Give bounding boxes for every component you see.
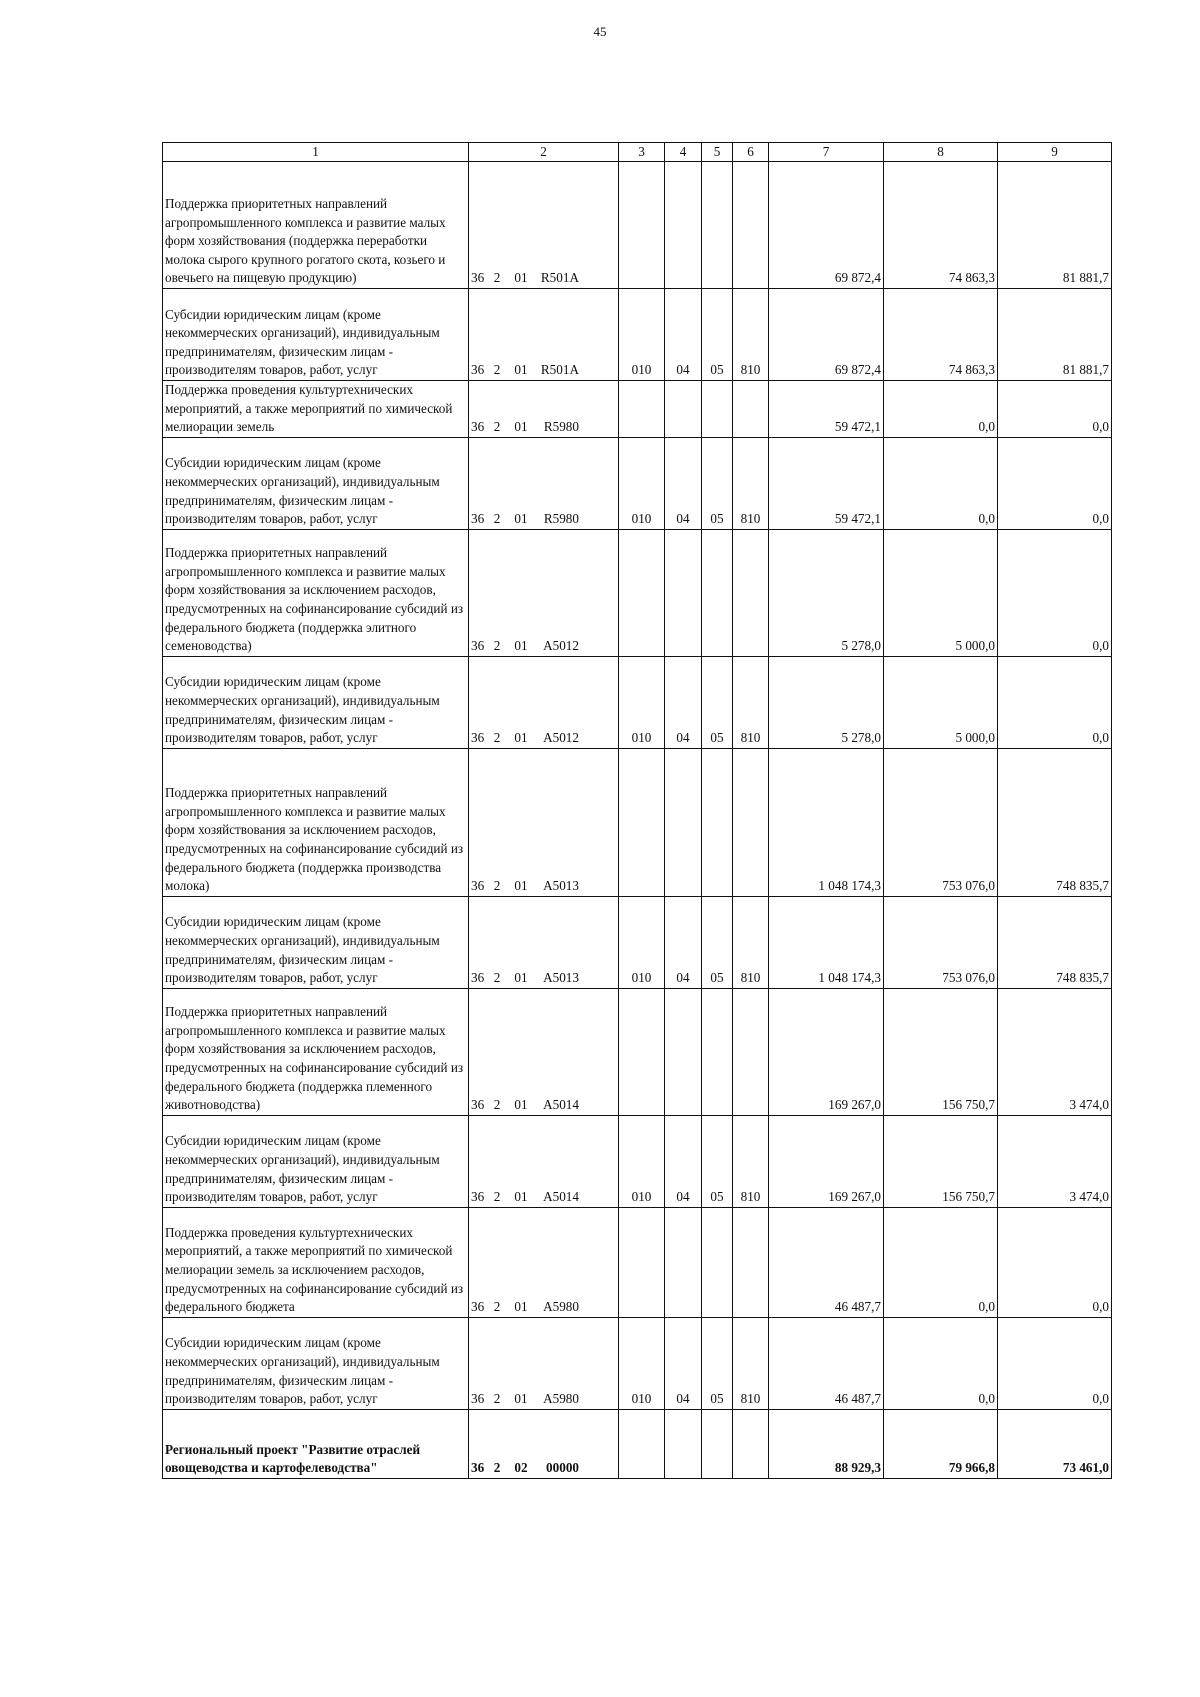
row-col-4: 04	[665, 437, 702, 529]
code-part-direction: R501A	[540, 362, 579, 378]
row-col-8: 156 750,7	[884, 988, 998, 1115]
row-name: Субсидии юридическим лицам (кроме некоммерческих организаций), индивидуальным предпринимателям, физическим лицам - производителям товаров, работ, услуг	[163, 289, 469, 381]
code-part-event: 01	[514, 419, 528, 435]
row-col-6: 810	[733, 896, 769, 988]
code-part-program: 36	[471, 1097, 485, 1113]
row-col-4	[665, 1409, 702, 1478]
code-part-program: 36	[471, 970, 485, 986]
row-col-6	[733, 1207, 769, 1317]
code-part-program: 36	[471, 270, 485, 286]
row-name: Поддержка приоритетных направлений агропромышленного комплекса и развитие малых форм хозяйствования за исключением расходов, предусмотренных на софинансирование субсидий из федерального бюджета (поддержка производства молока)	[163, 748, 469, 896]
table-row	[163, 896, 1112, 988]
row-col-9: 73 461,0	[998, 1409, 1112, 1478]
code-part-program: 36	[471, 362, 485, 378]
row-col-5	[702, 381, 733, 438]
table-row	[163, 1317, 1112, 1409]
row-col-6: 810	[733, 437, 769, 529]
header-col-9: 9	[998, 143, 1112, 162]
row-name: Субсидии юридическим лицам (кроме некоммерческих организаций), индивидуальным предпринимателям, физическим лицам - производителям товаров, работ, услуг	[163, 1317, 469, 1409]
row-col-3: 010	[619, 1115, 665, 1207]
row-col-5	[702, 748, 733, 896]
row-col-3: 010	[619, 289, 665, 381]
row-name: Субсидии юридическим лицам (кроме некоммерческих организаций), индивидуальным предпринимателям, физическим лицам - производителям товаров, работ, услуг	[163, 896, 469, 988]
row-col-4: 04	[665, 896, 702, 988]
code-part-program: 36	[471, 1299, 485, 1315]
code-part-direction: A5013	[543, 878, 579, 894]
row-col-7: 69 872,4	[769, 289, 884, 381]
code-part-direction: A5980	[543, 1299, 579, 1315]
code-part-event: 01	[514, 511, 528, 527]
row-col-3	[619, 748, 665, 896]
row-col-5	[702, 529, 733, 656]
row-col-5	[702, 1207, 733, 1317]
row-col-5	[702, 988, 733, 1115]
code-part-program: 36	[471, 1391, 485, 1407]
code-part-event: 01	[514, 730, 528, 746]
code-part-direction: A5014	[543, 1097, 579, 1113]
row-col-4: 04	[665, 289, 702, 381]
row-col-6	[733, 381, 769, 438]
row-target-code	[469, 1409, 619, 1478]
row-target-code	[469, 748, 619, 896]
code-part-program: 36	[471, 419, 485, 435]
row-col-8: 5 000,0	[884, 529, 998, 656]
row-col-9: 0,0	[998, 381, 1112, 438]
code-part-event: 02	[514, 1460, 528, 1476]
code-part-direction: A5012	[543, 638, 579, 654]
row-col-6: 810	[733, 289, 769, 381]
table-row	[163, 1409, 1112, 1478]
page-number: 45	[593, 24, 607, 39]
row-col-8: 0,0	[884, 1317, 998, 1409]
code-part-direction: A5013	[543, 970, 579, 986]
row-col-5	[702, 1409, 733, 1478]
table-row	[163, 748, 1112, 896]
row-col-9: 3 474,0	[998, 1115, 1112, 1207]
row-col-7: 59 472,1	[769, 437, 884, 529]
row-target-code	[469, 1207, 619, 1317]
code-part-event: 01	[514, 1189, 528, 1205]
code-part-subprogram: 2	[493, 511, 501, 527]
row-target-code	[469, 988, 619, 1115]
code-part-event: 01	[514, 878, 528, 894]
code-part-direction: A5014	[543, 1189, 579, 1205]
code-part-direction: A5012	[543, 730, 579, 746]
row-col-3	[619, 381, 665, 438]
header-col-8: 8	[884, 143, 998, 162]
code-part-event: 01	[514, 270, 528, 286]
row-target-code	[469, 381, 619, 438]
row-col-7: 88 929,3	[769, 1409, 884, 1478]
row-target-code	[469, 162, 619, 289]
header-col-5: 5	[702, 143, 733, 162]
row-name: Региональный проект "Развитие отраслей овощеводства и картофелеводства"	[163, 1409, 469, 1478]
row-col-8: 753 076,0	[884, 896, 998, 988]
header-col-3: 3	[619, 143, 665, 162]
row-col-9: 748 835,7	[998, 748, 1112, 896]
row-target-code	[469, 1115, 619, 1207]
header-col-6: 6	[733, 143, 769, 162]
row-col-5: 05	[702, 656, 733, 748]
row-target-code	[469, 896, 619, 988]
row-col-8: 753 076,0	[884, 748, 998, 896]
row-name: Поддержка приоритетных направлений агропромышленного комплекса и развитие малых форм хозяйствования за исключением расходов, предусмотренных на софинансирование субсидий из федерального бюджета (поддержка элитного семеноводства)	[163, 529, 469, 656]
row-col-9: 0,0	[998, 1207, 1112, 1317]
header-col-1: 1	[163, 143, 469, 162]
row-col-6	[733, 529, 769, 656]
code-part-event: 01	[514, 1299, 528, 1315]
row-col-6	[733, 1409, 769, 1478]
row-col-8: 156 750,7	[884, 1115, 998, 1207]
table-row	[163, 1115, 1112, 1207]
code-part-subprogram: 2	[493, 270, 501, 286]
code-part-program: 36	[471, 1189, 485, 1205]
code-part-subprogram: 2	[493, 419, 501, 435]
row-col-3: 010	[619, 896, 665, 988]
code-part-subprogram: 2	[493, 730, 501, 746]
row-col-7: 46 487,7	[769, 1317, 884, 1409]
row-name: Поддержка проведения культуртехнических мероприятий, а также мероприятий по химической мелиорации земель за исключением расходов, предусмотренных на софинансирование субсидий из федерального бюджета	[163, 1207, 469, 1317]
row-target-code	[469, 656, 619, 748]
code-part-event: 01	[514, 1097, 528, 1113]
row-col-3	[619, 988, 665, 1115]
code-part-direction: R501A	[540, 270, 579, 286]
row-target-code	[469, 437, 619, 529]
row-col-9: 0,0	[998, 1317, 1112, 1409]
table-row	[163, 381, 1112, 438]
code-part-subprogram: 2	[493, 970, 501, 986]
row-col-7: 169 267,0	[769, 1115, 884, 1207]
row-col-3	[619, 529, 665, 656]
code-part-direction: R5980	[543, 511, 579, 527]
row-name: Поддержка приоритетных направлений агропромышленного комплекса и развитие малых форм хозяйствования (поддержка переработки молока сырого крупного рогатого скота, козьего и овечьего на пищевую продукцию)	[163, 162, 469, 289]
row-col-7: 169 267,0	[769, 988, 884, 1115]
code-part-event: 01	[514, 638, 528, 654]
row-col-7: 69 872,4	[769, 162, 884, 289]
code-part-subprogram: 2	[493, 1097, 501, 1113]
table-row	[163, 988, 1112, 1115]
row-col-5	[702, 162, 733, 289]
code-part-event: 01	[514, 1391, 528, 1407]
row-col-4: 04	[665, 1317, 702, 1409]
row-col-9: 748 835,7	[998, 896, 1112, 988]
row-col-7: 5 278,0	[769, 656, 884, 748]
row-col-4: 04	[665, 1115, 702, 1207]
code-part-program: 36	[471, 878, 485, 894]
code-part-direction: R5980	[543, 419, 579, 435]
row-name: Субсидии юридическим лицам (кроме некоммерческих организаций), индивидуальным предпринимателям, физическим лицам - производителям товаров, работ, услуг	[163, 1115, 469, 1207]
table-row	[163, 1207, 1112, 1317]
row-col-8: 79 966,8	[884, 1409, 998, 1478]
code-part-direction: 00000	[546, 1460, 579, 1476]
code-part-program: 36	[471, 1460, 485, 1476]
code-part-subprogram: 2	[493, 1391, 501, 1407]
row-col-9: 0,0	[998, 437, 1112, 529]
header-col-7: 7	[769, 143, 884, 162]
row-target-code	[469, 1317, 619, 1409]
code-part-subprogram: 2	[493, 878, 501, 894]
row-col-9: 81 881,7	[998, 289, 1112, 381]
row-name: Поддержка проведения культуртехнических мероприятий, а также мероприятий по химической мелиорации земель	[163, 381, 469, 438]
table-row	[163, 437, 1112, 529]
row-col-3	[619, 1409, 665, 1478]
row-col-3: 010	[619, 656, 665, 748]
budget-table	[162, 142, 1112, 1479]
row-col-6: 810	[733, 1115, 769, 1207]
code-part-program: 36	[471, 511, 485, 527]
row-col-9: 0,0	[998, 529, 1112, 656]
code-part-direction: A5980	[543, 1391, 579, 1407]
row-col-5: 05	[702, 896, 733, 988]
code-part-subprogram: 2	[493, 1189, 501, 1205]
table-row	[163, 162, 1112, 289]
code-part-event: 01	[514, 970, 528, 986]
row-col-8: 0,0	[884, 1207, 998, 1317]
header-col-2: 2	[469, 143, 619, 162]
row-col-4	[665, 529, 702, 656]
code-part-program: 36	[471, 730, 485, 746]
row-col-3: 010	[619, 437, 665, 529]
row-col-7: 5 278,0	[769, 529, 884, 656]
row-col-9: 81 881,7	[998, 162, 1112, 289]
row-col-7: 46 487,7	[769, 1207, 884, 1317]
row-target-code	[469, 529, 619, 656]
row-col-4	[665, 1207, 702, 1317]
row-col-7: 59 472,1	[769, 381, 884, 438]
row-col-5: 05	[702, 437, 733, 529]
code-part-subprogram: 2	[493, 1460, 501, 1476]
table-row	[163, 529, 1112, 656]
row-col-4	[665, 988, 702, 1115]
code-part-subprogram: 2	[493, 1299, 501, 1315]
row-col-8: 0,0	[884, 437, 998, 529]
table-header-row	[163, 143, 1112, 162]
code-part-program: 36	[471, 638, 485, 654]
row-col-9: 0,0	[998, 656, 1112, 748]
code-part-event: 01	[514, 362, 528, 378]
row-col-4	[665, 381, 702, 438]
row-col-9: 3 474,0	[998, 988, 1112, 1115]
row-col-3	[619, 1207, 665, 1317]
row-col-5: 05	[702, 1115, 733, 1207]
row-col-7: 1 048 174,3	[769, 748, 884, 896]
row-col-5: 05	[702, 1317, 733, 1409]
row-col-6	[733, 748, 769, 896]
row-col-8: 74 863,3	[884, 289, 998, 381]
row-name: Поддержка приоритетных направлений агропромышленного комплекса и развитие малых форм хозяйствования за исключением расходов, предусмотренных на софинансирование субсидий из федерального бюджета (поддержка племенного животноводства)	[163, 988, 469, 1115]
row-col-6	[733, 162, 769, 289]
row-col-5: 05	[702, 289, 733, 381]
table-row	[163, 289, 1112, 381]
row-col-3: 010	[619, 1317, 665, 1409]
row-col-4: 04	[665, 656, 702, 748]
code-part-subprogram: 2	[493, 362, 501, 378]
header-col-4: 4	[665, 143, 702, 162]
row-col-4	[665, 748, 702, 896]
row-col-8: 0,0	[884, 381, 998, 438]
row-name: Субсидии юридическим лицам (кроме некоммерческих организаций), индивидуальным предпринимателям, физическим лицам - производителям товаров, работ, услуг	[163, 437, 469, 529]
row-col-8: 74 863,3	[884, 162, 998, 289]
row-col-6: 810	[733, 656, 769, 748]
row-col-4	[665, 162, 702, 289]
row-col-7: 1 048 174,3	[769, 896, 884, 988]
row-col-6	[733, 988, 769, 1115]
code-part-subprogram: 2	[493, 638, 501, 654]
table-row	[163, 656, 1112, 748]
row-target-code	[469, 289, 619, 381]
row-name: Субсидии юридическим лицам (кроме некоммерческих организаций), индивидуальным предпринимателям, физическим лицам - производителям товаров, работ, услуг	[163, 656, 469, 748]
table-body	[163, 162, 1112, 1479]
row-col-3	[619, 162, 665, 289]
row-col-6: 810	[733, 1317, 769, 1409]
row-col-8: 5 000,0	[884, 656, 998, 748]
